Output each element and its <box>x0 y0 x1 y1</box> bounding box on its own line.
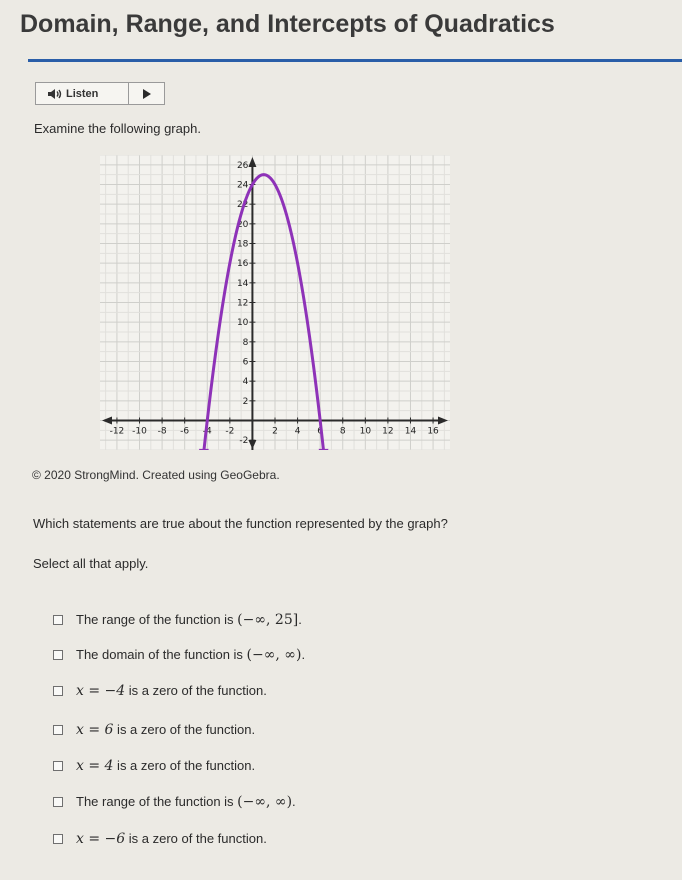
checkbox[interactable] <box>53 725 63 735</box>
y-tick-label: 4 <box>242 377 249 388</box>
x-tick-label: -8 <box>157 426 167 437</box>
parabola-arrow-right <box>319 449 329 450</box>
choice-label: x = 4 is a zero of the function. <box>76 758 256 774</box>
x-tick-label: 6 <box>317 426 324 437</box>
y-tick-label: 18 <box>236 239 249 250</box>
x-tick-label: -6 <box>180 426 190 437</box>
y-tick-label: 16 <box>236 259 249 270</box>
choice-zero-neg-4[interactable] <box>53 683 267 699</box>
title-divider <box>0 59 682 62</box>
choice-label: x = 6 is a zero of the function. <box>76 722 256 738</box>
instruction-text: Select all that apply. <box>33 556 149 571</box>
y-tick-label: 2 <box>242 396 249 407</box>
x-tick-label: 14 <box>404 426 417 437</box>
choice-domain-all-reals[interactable] <box>53 647 305 663</box>
y-tick-label: 14 <box>236 278 249 289</box>
y-tick-label: 24 <box>236 180 249 191</box>
choice-range-neg-inf-25[interactable] <box>53 612 302 628</box>
y-tick-label: 10 <box>236 318 249 329</box>
choice-zero-6[interactable] <box>53 722 255 738</box>
choice-label: x = −6 is a zero of the function. <box>76 831 267 847</box>
x-tick-label: 4 <box>294 426 301 437</box>
y-tick-label: -2 <box>239 436 249 447</box>
y-tick-label: 12 <box>236 298 249 309</box>
choice-label: The range of the function is (−∞, ∞). <box>76 794 296 810</box>
choice-label: The domain of the function is (−∞, ∞). <box>76 647 306 663</box>
checkbox[interactable] <box>53 615 63 625</box>
choice-label: The range of the function is (−∞, 25]. <box>76 612 302 628</box>
x-tick-label: -10 <box>132 426 147 437</box>
checkbox[interactable] <box>53 834 63 844</box>
checkbox[interactable] <box>53 650 63 660</box>
choice-zero-4[interactable] <box>53 758 255 774</box>
graph-credit: © 2020 StrongMind. Created using GeoGebra. <box>32 468 280 482</box>
parabola-arrow-left <box>199 449 209 450</box>
play-icon[interactable] <box>129 89 164 99</box>
listen-button[interactable] <box>35 82 165 105</box>
y-tick-label: 20 <box>236 219 249 230</box>
question-text: Which statements are true about the function represented by the graph? <box>33 516 448 531</box>
quadratic-graph <box>100 155 450 450</box>
x-tick-label: 12 <box>382 426 394 437</box>
y-tick-label: 22 <box>236 200 249 211</box>
y-tick-label: 8 <box>242 337 249 348</box>
x-tick-label: 16 <box>427 426 439 437</box>
x-tick-label: 2 <box>272 426 278 437</box>
x-tick-label: 8 <box>339 426 346 437</box>
x-tick-label: -2 <box>225 426 235 437</box>
speaker-icon <box>44 88 66 100</box>
y-tick-label: 26 <box>236 160 249 171</box>
x-tick-label: -4 <box>202 426 212 437</box>
checkbox[interactable] <box>53 797 63 807</box>
x-tick-label: 10 <box>359 426 372 437</box>
choice-zero-neg-6[interactable] <box>53 831 267 847</box>
choice-range-all-reals[interactable] <box>53 794 296 810</box>
prompt-text: Examine the following graph. <box>34 121 201 136</box>
x-tick-label: -12 <box>109 426 125 437</box>
listen-label: Listen <box>66 87 99 100</box>
checkbox[interactable] <box>53 686 63 696</box>
checkbox[interactable] <box>53 761 63 771</box>
y-tick-label: 6 <box>242 357 249 368</box>
choice-label: x = −4 is a zero of the function. <box>76 683 267 699</box>
page-title: Domain, Range, and Intercepts of Quadratics <box>20 10 555 38</box>
